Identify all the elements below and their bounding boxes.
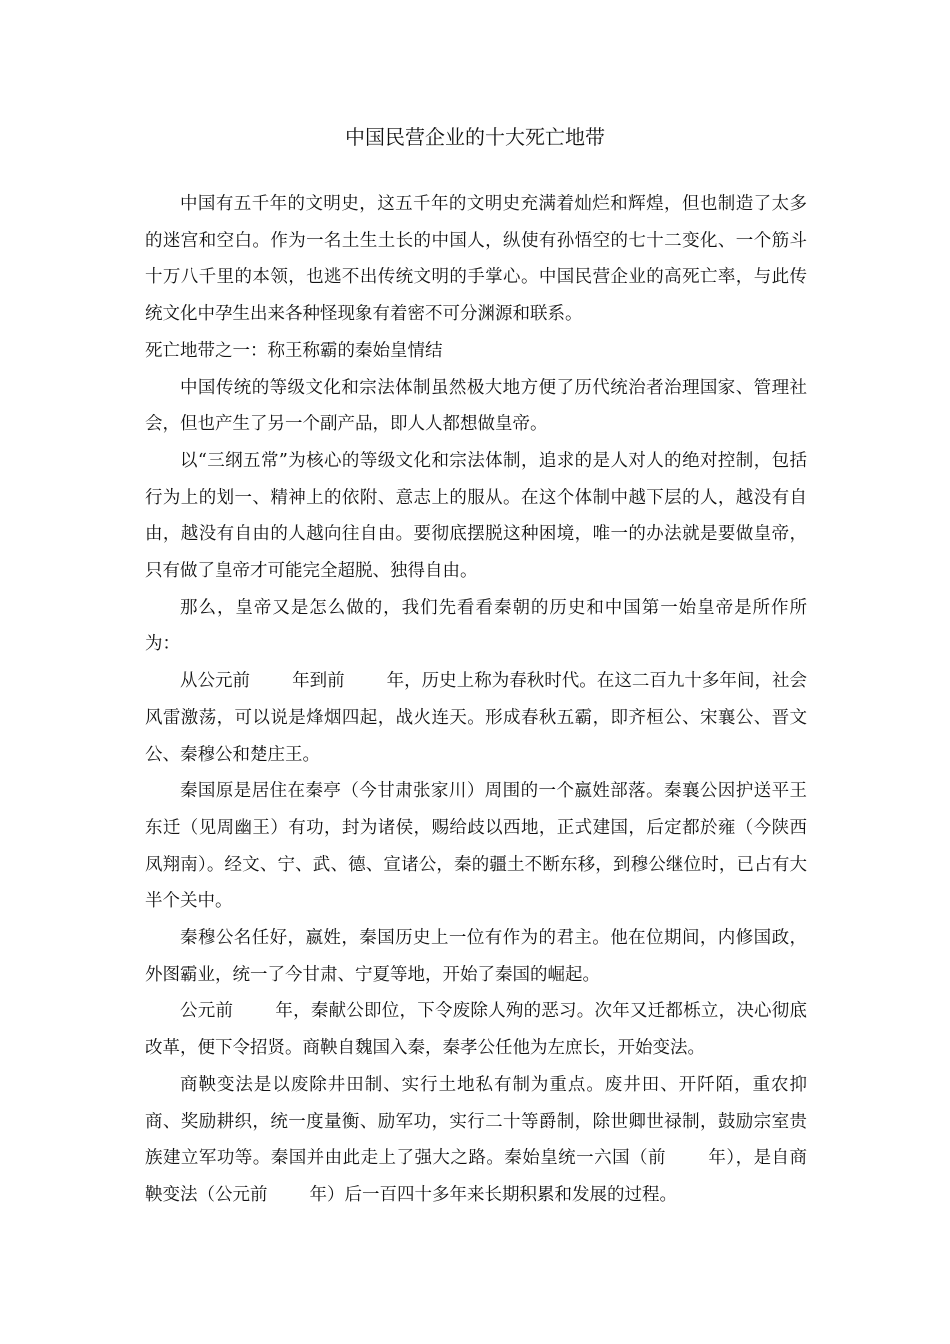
paragraph-2: 以“三纲五常”为核心的等级文化和宗法体制，追求的是人对人的绝对控制，包括行为上的划一、精神上的依附、意志上的服从。在这个体制中越下层的人，越没有自由，越没有自由的人越向往自由。要彻底摆脱这种困境，唯一的办法就是要做皇帝，只有做了皇帝才可能完全超脱、独得自由。	[145, 450, 807, 582]
section-heading: 死亡地带之一：称王称霸的秦始皇情结	[145, 340, 443, 361]
paragraph-8-part-b: 年），是自商鞅变法（公元前	[145, 1148, 808, 1205]
paragraph-6: 秦穆公名任好，嬴姓，秦国历史上一位有作为的君主。他在位期间，内修国政，外图霸业，统一了今甘肃、宁夏等地，开始了秦国的崛起。	[145, 928, 807, 985]
paragraph-4	[145, 663, 807, 773]
paragraph-8-part-a: 商鞅变法是以废除井田制、实行土地私有制为重点。废井田、开阡陌，重农抑商、奖励耕织，统一度量衡、励军功，实行二十等爵制，除世卿世禄制，鼓励宗室贵族建立军功等。秦国并由此走上了强大之路。秦始皇统一六国（前	[145, 1074, 807, 1169]
paragraph-7-part-b: 年，秦献公即位，下令废除人殉的恶习。次年又迁都栎立，决心彻底改革，便下令招贤。商鞅自魏国入秦，秦孝公任他为左庶长，开始变法。	[145, 1001, 808, 1059]
page-title: 中国民营企业的十大死亡地带	[345, 125, 605, 149]
paragraph-3: 那么，皇帝又是怎么做的，我们先看看秦朝的历史和中国第一始皇帝是所作所为：	[145, 597, 807, 655]
paragraph-4-part-c: 年，历史上称为春秋时代。在这二百九十多年间，社会风雷激荡，可以说是烽烟四起，战火连天。形成春秋五霸，即齐桓公、宋襄公、晋文公、秦穆公和楚庄王。	[145, 671, 807, 765]
paragraph-7	[145, 993, 807, 1066]
document-body	[145, 186, 807, 1214]
paragraph-8	[145, 1067, 807, 1214]
paragraph-8-part-c: 年）后一百四十多年来长期积累和发展的过程。	[309, 1184, 677, 1205]
paragraph-4-part-b: 年到前	[292, 671, 345, 692]
paragraph-1: 中国传统的等级文化和宗法体制虽然极大地方便了历代统治者治理国家、管理社会，但也产生了另一个副产品，即人人都想做皇帝。	[145, 377, 807, 435]
paragraph-4-part-a: 从公元前	[180, 671, 251, 692]
intro-paragraph: 中国有五千年的文明史，这五千年的文明史充满着灿烂和辉煌，但也制造了太多的迷宫和空白。作为一名土生土长的中国人，纵使有孙悟空的七十二变化、一个筋斗十万八千里的本领，也逃不出传统文明的手掌心。中国民营企业的高死亡率，与此传统文化中孕生出来各种怪现象有着密不可分渊源和联系。	[145, 194, 807, 325]
paragraph-5: 秦国原是居住在秦亭（今甘肃张家川）周围的一个嬴姓部落。秦襄公因护送平王东迁（见周幽王）有功，封为诸侯，赐给歧以西地，正式建国，后定都於雍（今陕西凤翔南）。经文、宁、武、德、宣诸公，秦的疆土不断东移，到穆公继位时，已占有大半个关中。	[145, 781, 807, 912]
paragraph-7-part-a: 公元前	[180, 1001, 234, 1022]
